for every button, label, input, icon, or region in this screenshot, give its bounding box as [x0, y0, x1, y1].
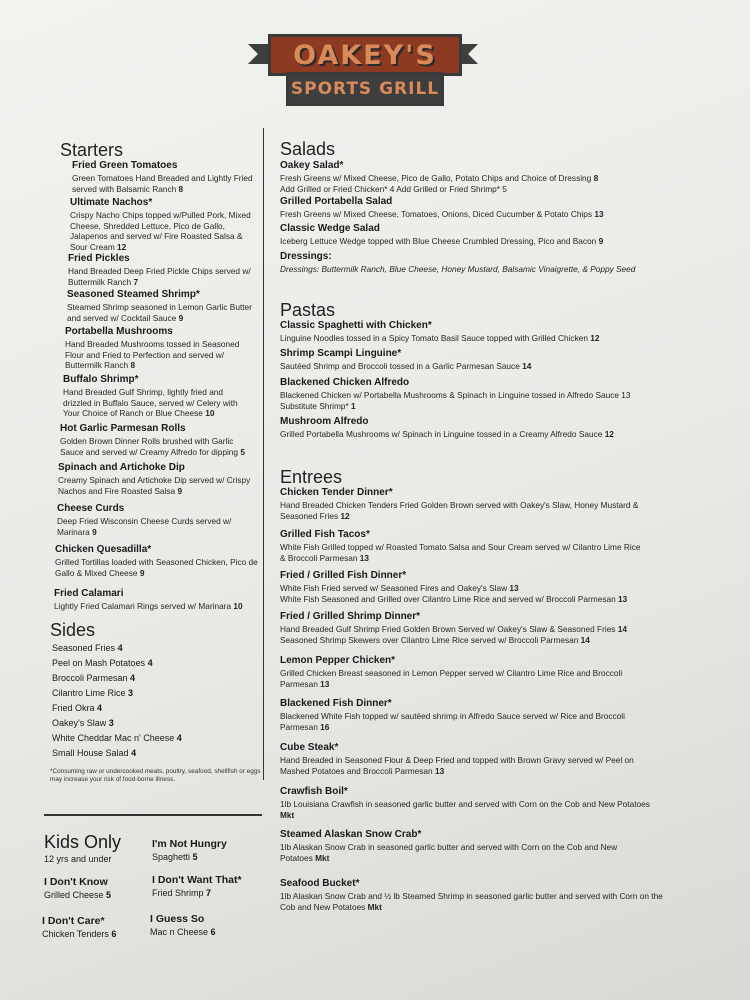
item-price: 14: [580, 634, 590, 645]
item-description: Linguine Noodles tossed in a Spicy Tomato Basil Sauce topped with Grilled Chicken 12: [280, 333, 600, 343]
menu-item: [65, 326, 255, 371]
item-price: 14: [617, 624, 628, 634]
item-price: 10: [205, 408, 215, 418]
item-price: 9: [177, 485, 183, 496]
item-price: 13: [359, 552, 370, 563]
item-name: Classic Wedge Salad: [280, 223, 380, 234]
pastas-title: Pastas: [280, 300, 336, 320]
kids-item-description: Grilled Cheese 5: [44, 890, 112, 900]
food-safety-note: *Consuming raw or undercooked meats, poultry, seafood, shellfish or eggs may increase your risk of food-borne illness.: [50, 768, 261, 784]
item-name: Shrimp Scampi Linguine*: [280, 348, 402, 359]
menu-item: [280, 611, 650, 645]
item-name: Ultimate Nachos*: [70, 197, 153, 208]
item-name: Buffalo Shrimp*: [63, 374, 139, 385]
item-price: 10: [233, 601, 243, 611]
kids-item-name: I Don't Want That*: [152, 874, 242, 886]
item-price: 8: [593, 173, 599, 183]
menu-item: [280, 829, 650, 863]
item-name: Hot Garlic Parmesan Rolls: [60, 423, 186, 434]
item-price: 9: [178, 312, 184, 323]
item-price: 9: [598, 236, 604, 246]
kids-item-description: Spaghetti 5: [152, 852, 198, 862]
side-item: Small House Salad 4: [52, 748, 137, 758]
side-price: 4: [176, 733, 182, 743]
kids-subtitle: 12 yrs and under: [44, 854, 112, 864]
item-price: 12: [590, 333, 600, 343]
item-description: White Fish Fried served w/ Seasoned Fires and Oakey's Slaw 13: [280, 583, 519, 593]
menu-item: [280, 251, 640, 275]
side-item: Peel on Mash Potatoes 4: [52, 658, 153, 668]
item-description: Sautéed Shrimp and Broccoli tossed in a Garlic Parmesan Sauce 14: [280, 361, 532, 371]
item-name: Chicken Tender Dinner*: [280, 487, 393, 498]
item-description: Hand Breaded Chicken Tenders Fried Golden Brown served with Oakey's Slaw, Honey Mustard & Seasoned Fries 12: [280, 500, 639, 521]
item-price: 1: [351, 400, 356, 411]
item-name: Portabella Mushrooms: [65, 326, 173, 337]
item-description-alt: Seasoned Shrimp Skewers over Cilantro Lime Rice served w/ Broccoli Parmesan 14: [280, 634, 590, 645]
item-price: 12: [604, 429, 614, 439]
item-name: Fried Green Tomatoes: [72, 160, 178, 171]
kids-item-price: 6: [111, 929, 117, 939]
item-description: Hand Breaded Gulf Shrimp Fried Golden Brown Served w/ Oakey's Slaw & Seasoned Fries 14: [280, 624, 628, 634]
logo-line1: OAKEY'S: [293, 39, 437, 71]
item-price: 7: [133, 276, 139, 287]
salads-title: Salads: [280, 139, 336, 159]
menu-item: [280, 160, 640, 194]
item-price: Mkt: [280, 809, 295, 820]
item-name: Steamed Alaskan Snow Crab*: [280, 829, 422, 840]
kids-item-price: 5: [106, 890, 112, 900]
item-description: Hand Breaded in Seasoned Flour & Deep Fried and topped with Brown Gravy served w/ Peel on Mashed Potatoes and Broccoli Parmesan 13: [280, 755, 634, 776]
kids-item: [152, 874, 242, 899]
item-name: Fried Calamari: [54, 588, 124, 599]
item-name: Blackened Fish Dinner*: [280, 698, 392, 709]
item-name: Crawfish Boil*: [280, 786, 348, 797]
side-price: 4: [147, 658, 153, 668]
column-divider: [263, 128, 264, 780]
item-name: Lemon Pepper Chicken*: [280, 655, 396, 666]
item-description: Steamed Shrimp seasoned in Lemon Garlic Butter and served w/ Cocktail Sauce 9: [67, 302, 252, 323]
kids-divider: [44, 814, 262, 816]
item-name: Fried / Grilled Shrimp Dinner*: [280, 611, 421, 622]
side-item: Oakey's Slaw 3: [52, 718, 114, 728]
menu-item: [57, 503, 253, 537]
item-name: Chicken Quesadilla*: [55, 544, 152, 555]
menu-item: [63, 374, 251, 419]
item-price: 8: [178, 183, 184, 194]
item-price: Mkt: [367, 901, 382, 912]
menu-item: [280, 416, 640, 440]
item-addon: Add Grilled or Fried Chicken* 4 Add Grilled or Fried Shrimp* 5: [280, 183, 507, 194]
item-description: Grilled Tortillas loaded with Seasoned Chicken, Pico de Gallo & Mixed Cheese 9: [55, 557, 258, 578]
item-price: 13: [509, 583, 519, 593]
kids-item-name: I'm Not Hungry: [152, 838, 227, 850]
kids-item: [44, 876, 111, 901]
item-name: Cube Steak*: [280, 742, 339, 753]
menu-item: [280, 320, 640, 344]
item-name: Fried / Grilled Fish Dinner*: [280, 570, 407, 581]
menu-item: [70, 197, 256, 252]
entrees-title: Entrees: [280, 467, 343, 487]
item-name: Fried Pickles: [68, 253, 130, 264]
kids-item: [152, 838, 227, 863]
item-name: Seafood Bucket*: [280, 878, 360, 889]
kids-item-description: Mac n Cheese 6: [150, 927, 216, 937]
menu-item: [72, 160, 258, 194]
item-price: 13: [434, 765, 445, 776]
side-price: 4: [117, 643, 123, 653]
kids-item-name: I Don't Know: [44, 876, 108, 888]
item-description: Dressings: Buttermilk Ranch, Blue Cheese, Honey Mustard, Balsamic Vinaigrette, & Poppy Seed: [280, 264, 636, 274]
menu-item: [67, 289, 259, 323]
item-price: 14: [522, 361, 532, 371]
kids-item-description: Chicken Tenders 6: [42, 929, 117, 939]
item-name: Spinach and Artichoke Dip: [58, 462, 185, 473]
item-price: Mkt: [315, 852, 330, 863]
menu-item: [280, 698, 652, 732]
menu-item: [280, 348, 640, 372]
menu-item: [280, 570, 650, 604]
side-price: 4: [130, 673, 136, 683]
item-name: Oakey Salad*: [280, 160, 344, 171]
menu-item: [55, 544, 260, 578]
item-description: Blackened White Fish topped w/ sautéed shrimp in Alfredo Sauce served w/ Rice and Broccoli Parmesan 16: [280, 711, 625, 732]
item-price: 9: [139, 567, 145, 578]
item-price: 13: [594, 209, 604, 219]
side-item: Fried Okra 4: [52, 703, 103, 713]
side-item: Seasoned Fries 4: [52, 643, 123, 653]
item-name: Mushroom Alfredo: [280, 416, 369, 427]
item-name: Seasoned Steamed Shrimp*: [67, 289, 200, 300]
menu-item: [58, 462, 254, 496]
item-name: Classic Spaghetti with Chicken*: [280, 320, 432, 331]
kids-item-name: I Don't Care*: [42, 915, 105, 927]
menu-item: [280, 529, 645, 563]
kids-item-price: 5: [192, 852, 198, 862]
kids-item-name: I Guess So: [150, 913, 205, 925]
side-price: 4: [97, 703, 103, 713]
logo-line2: SPORTS GRILL: [290, 79, 440, 99]
item-description: Blackened Chicken w/ Portabella Mushrooms & Spinach in Linguine tossed in Alfredo Sauce 13 Substitute Shrimp* 1: [280, 390, 631, 411]
side-price: 3: [128, 688, 134, 698]
side-price: 3: [108, 718, 114, 728]
item-description: Grilled Chicken Breast seasoned in Lemon Pepper served w/ Cilantro Lime Rice and Broccoli Parmesan 13: [280, 668, 623, 689]
menu-item: [280, 377, 645, 411]
kids-title: Kids Only: [44, 832, 122, 852]
kids-item-price: 6: [210, 927, 216, 937]
logo-bottom-banner: [286, 72, 444, 106]
item-description: Creamy Spinach and Artichoke Dip served w/ Crispy Nachos and Fire Roasted Salsa 9: [58, 475, 251, 496]
menu-item: [280, 196, 640, 220]
item-description: Hand Breaded Mushrooms tossed in Seasoned Flour and Fried to Perfection and served w/ Buttermilk Ranch 8: [65, 339, 240, 370]
side-item: Cilantro Lime Rice 3: [52, 688, 134, 698]
kids-item-description: Fried Shrimp 7: [152, 888, 212, 898]
item-description: White Fish Grilled topped w/ Roasted Tomato Salsa and Sour Cream served w/ Cilantro Lime Rice & Broccoli Parmesan 13: [280, 542, 641, 563]
item-description: 1lb Louisiana Crawfish in seasoned garlic butter and served with Corn on the Cob and New Potatoes Mkt: [280, 799, 650, 820]
item-name: Cheese Curds: [57, 503, 125, 514]
item-description: Fresh Greens w/ Mixed Cheese, Pico de Gallo, Potato Chips and Choice of Dressing 8: [280, 173, 599, 183]
item-description-alt: White Fish Seasoned and Grilled over Cilantro Lime Rice and served w/ Broccoli Parmesan 13: [280, 593, 628, 604]
menu-item: [280, 487, 645, 521]
item-description: Fresh Greens w/ Mixed Cheese, Tomatoes, Onions, Diced Cucumber & Potato Chips 13: [280, 209, 604, 219]
item-price: 5: [240, 446, 245, 457]
item-description: Golden Brown Dinner Rolls brushed with Garlic Sauce and served w/ Creamy Alfredo for dipping 5: [60, 436, 245, 457]
item-description: Green Tomatoes Hand Breaded and Lightly Fried served with Balsamic Ranch 8: [72, 173, 253, 194]
item-name: Blackened Chicken Alfredo: [280, 377, 410, 388]
menu-item: [54, 588, 262, 612]
kids-item: [42, 915, 116, 940]
item-description: 1lb Alaskan Snow Crab and ½ lb Steamed Shrimp in seasoned garlic butter and served with Corn on the Cob and New Potatoes Mkt: [280, 891, 663, 912]
menu-item: [68, 253, 254, 287]
item-description: Hand Breaded Gulf Shrimp, lightly fried and drizzled in Buffalo Sauce, served w/ Celery with Your Choice of Ranch or Blue Cheese 10: [63, 387, 238, 418]
item-price: 12: [117, 241, 127, 252]
item-name: Grilled Fish Tacos*: [280, 529, 370, 540]
item-description: Crispy Nacho Chips topped w/Pulled Pork, Mixed Cheese, Shredded Lettuce, Pico de Gallo, Jalapenos and served w/ Fire Roasted Salsa & Sour Cream 12: [70, 210, 251, 252]
item-description: Lightly Fried Calamari Rings served w/ Marinara 10: [54, 601, 243, 611]
menu-item: [280, 878, 675, 912]
item-name: Dressings:: [280, 251, 332, 262]
item-price: 9: [92, 526, 97, 537]
item-price: 16: [320, 721, 330, 732]
kids-item-price: 7: [206, 888, 212, 898]
side-item: White Cheddar Mac n' Cheese 4: [52, 733, 182, 743]
menu-item: [280, 223, 640, 247]
item-price: 13: [618, 593, 628, 604]
item-description: 1lb Alaskan Snow Crab in seasoned garlic butter and served with Corn on the Cob and New Potatoes Mkt: [280, 842, 618, 863]
menu-item: [280, 786, 650, 820]
item-price: 13: [320, 678, 330, 689]
item-description: Grilled Portabella Mushrooms w/ Spinach in Linguine tossed in a Creamy Alfredo Sauce 12: [280, 429, 614, 439]
menu-item: [280, 655, 650, 689]
side-item: Broccoli Parmesan 4: [52, 673, 136, 683]
item-description: Hand Breaded Deep Fried Pickle Chips served w/ Buttermilk Ranch 7: [68, 266, 251, 287]
menu-item: [60, 423, 256, 457]
starters-title: Starters: [60, 140, 124, 160]
sides-title: Sides: [50, 620, 96, 640]
logo-left-wing: [248, 44, 270, 64]
restaurant-logo: [246, 28, 478, 108]
item-price: 8: [130, 360, 136, 370]
menu-item: [280, 742, 652, 776]
item-price: 12: [340, 510, 350, 521]
logo-top-banner: [268, 34, 462, 76]
item-description: Iceberg Lettuce Wedge topped with Blue Cheese Crumbled Dressing, Pico and Bacon 9: [280, 236, 604, 246]
kids-item: [150, 913, 216, 938]
side-price: 4: [131, 748, 137, 758]
item-name: Grilled Portabella Salad: [280, 196, 393, 207]
item-description: Deep Fried Wisconsin Cheese Curds served w/ Marinara 9: [57, 516, 232, 537]
